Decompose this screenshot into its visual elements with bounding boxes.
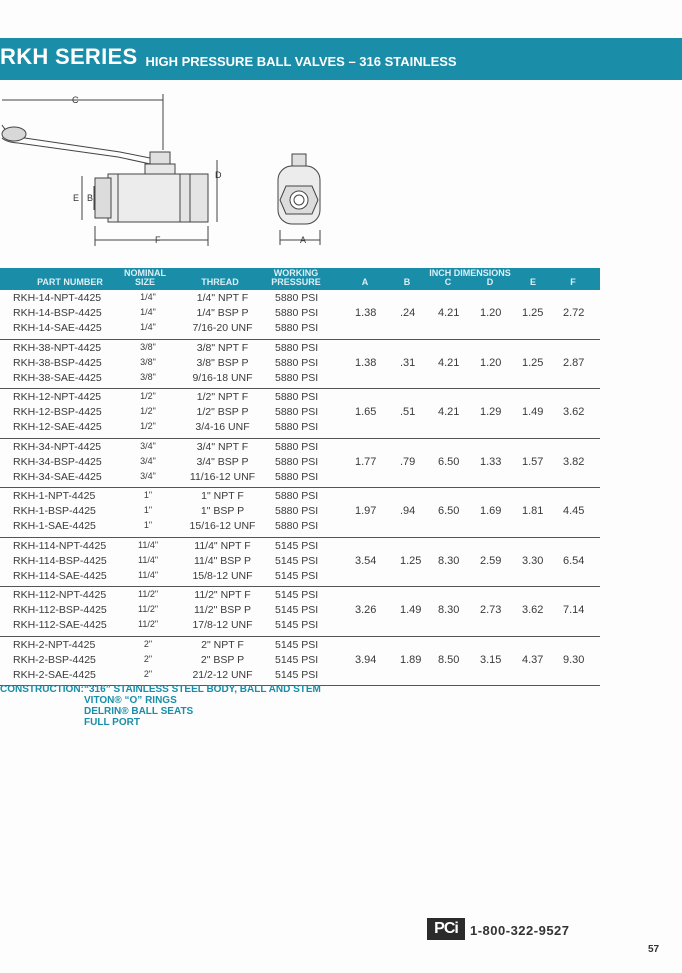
size-cell: 1/4" — [140, 292, 156, 302]
dim-d-cell: 1.69 — [480, 505, 502, 517]
part-number-cell: RKH-12-BSP-4425 — [13, 406, 102, 418]
size-cell: 3/4" — [140, 440, 156, 451]
pci-logo: PCi — [427, 918, 465, 940]
dim-e-cell: 3.62 — [522, 604, 544, 616]
table-row-group — [0, 637, 600, 687]
part-number-cell: RKH-12-SAE-4425 — [13, 421, 102, 433]
construction-item: VITON® “O” RINGS — [84, 695, 177, 706]
pressure-cell: 5145 PSI — [275, 653, 319, 666]
size-cell: 2" — [143, 668, 153, 679]
part-number-cell: RKH-34-BSP-4425 — [13, 455, 102, 468]
table-row — [0, 342, 600, 357]
part-number-cell: RKH-1-SAE-4425 — [13, 520, 96, 532]
part-number-cell: RKH-114-SAE-4425 — [13, 569, 107, 582]
part-number-cell: RKH-2-BSP-4425 — [13, 653, 96, 666]
table-row — [0, 441, 600, 456]
dim-b-cell: .31 — [400, 356, 416, 369]
dim-label-d: D — [215, 170, 222, 180]
construction-item: “316” STAINLESS STEEL BODY, BALL AND STEM — [84, 684, 321, 695]
header-e: E — [529, 277, 536, 287]
dim-d-cell: 3.15 — [480, 653, 502, 666]
dim-f-cell: 3.62 — [563, 406, 585, 418]
size-cell: 2" — [143, 638, 153, 649]
part-number-cell: RKH-112-NPT-4425 — [13, 589, 107, 601]
pressure-cell: 5880 PSI — [275, 322, 319, 334]
size-cell: 11/2" — [138, 589, 159, 599]
pressure-cell: 5880 PSI — [275, 341, 319, 354]
pressure-cell: 5880 PSI — [275, 356, 319, 369]
thread-cell: 9/16-18 UNF — [192, 371, 253, 384]
size-cell: 3/8" — [140, 341, 156, 352]
dim-b-cell: .79 — [400, 455, 416, 468]
thread-cell: 3/4" NPT F — [196, 440, 249, 453]
table-row-group — [0, 389, 600, 439]
size-cell: 1/2" — [140, 406, 156, 416]
dim-b-cell: 1.49 — [400, 604, 422, 616]
dim-f-cell: 4.45 — [563, 505, 585, 517]
dim-c-cell: 4.21 — [438, 406, 460, 418]
thread-cell: 1" BSP P — [200, 505, 245, 517]
thread-cell: 15/8-12 UNF — [192, 569, 253, 582]
thread-cell: 2" BSP P — [200, 653, 245, 666]
dim-a-cell: 1.97 — [355, 505, 377, 517]
dim-c-cell: 4.21 — [438, 356, 460, 369]
part-number-cell: RKH-12-NPT-4425 — [13, 391, 102, 403]
part-number-cell: RKH-14-NPT-4425 — [13, 292, 102, 304]
thread-cell: 11/4" BSP P — [193, 554, 252, 567]
dim-d-cell: 2.59 — [480, 554, 502, 567]
header-thread: THREAD — [201, 277, 239, 287]
part-number-cell: RKH-112-BSP-4425 — [13, 604, 107, 616]
dim-b-cell: .51 — [400, 406, 416, 418]
table-row — [0, 292, 600, 307]
table-row-group — [0, 290, 600, 340]
pressure-cell: 5880 PSI — [275, 520, 319, 532]
header-pressure: PRESSURE — [271, 277, 321, 287]
pressure-cell: 5880 PSI — [275, 292, 319, 304]
table-row-group — [0, 538, 600, 588]
part-number-cell: RKH-34-NPT-4425 — [13, 440, 102, 453]
construction-item: FULL PORT — [84, 717, 140, 728]
header-c: C — [444, 277, 452, 287]
pressure-cell: 5880 PSI — [275, 470, 319, 483]
thread-cell: 2" NPT F — [201, 638, 244, 651]
construction-label: CONSTRUCTION: — [0, 684, 84, 695]
header-a: A — [361, 277, 369, 287]
table-row — [0, 619, 600, 634]
size-cell: 1/4" — [140, 307, 156, 317]
dim-e-cell: 1.49 — [522, 406, 544, 418]
table-row — [0, 604, 600, 619]
table-row — [0, 540, 600, 555]
part-number-cell: RKH-2-SAE-4425 — [13, 668, 96, 681]
page-number: 57 — [648, 944, 660, 955]
dim-c-cell: 8.50 — [438, 653, 460, 666]
pressure-cell: 5880 PSI — [275, 371, 319, 384]
size-cell: 3/8" — [140, 356, 156, 367]
thread-cell: 3/4-16 UNF — [195, 421, 250, 433]
dim-label-a: A — [300, 235, 307, 245]
thread-cell: 15/16-12 UNF — [189, 520, 256, 532]
size-cell: 11/4" — [138, 554, 159, 565]
pressure-cell: 5880 PSI — [275, 505, 319, 517]
pressure-cell: 5880 PSI — [275, 391, 319, 403]
thread-cell: 1/4" BSP P — [196, 307, 249, 319]
table-row — [0, 639, 600, 654]
thread-cell: 1/2" BSP P — [196, 406, 249, 418]
thread-cell: 11/16-12 UNF — [189, 470, 256, 483]
pressure-cell: 5145 PSI — [275, 539, 319, 552]
table-row — [0, 589, 600, 604]
table-row — [0, 505, 600, 520]
table-row — [0, 471, 600, 486]
dim-e-cell: 1.57 — [522, 455, 544, 468]
dim-f-cell: 2.72 — [563, 307, 585, 319]
dim-label-b: B — [87, 193, 94, 203]
construction-item: DELRIN® BALL SEATS — [84, 706, 194, 717]
thread-cell: 3/8" NPT F — [196, 341, 249, 354]
table-row — [0, 357, 600, 372]
pressure-cell: 5880 PSI — [275, 307, 319, 319]
thread-cell: 1" NPT F — [201, 490, 244, 502]
dim-b-cell: 1.25 — [400, 554, 422, 567]
dim-e-cell: 1.25 — [522, 307, 544, 319]
part-number-cell: RKH-1-BSP-4425 — [13, 505, 96, 517]
phone-number: 1-800-322-9527 — [470, 923, 570, 938]
size-cell: 11/2" — [138, 619, 159, 629]
table-row — [0, 570, 600, 585]
table-row — [0, 391, 600, 406]
pressure-cell: 5145 PSI — [275, 619, 319, 631]
header-b: B — [403, 277, 411, 287]
size-cell: 3/4" — [140, 470, 156, 481]
dim-a-cell: 1.65 — [355, 406, 377, 418]
series-subtitle: HIGH PRESSURE BALL VALVES – 316 STAINLESS — [145, 54, 457, 69]
part-number-cell: RKH-2-NPT-4425 — [13, 638, 96, 651]
size-cell: 2" — [143, 653, 153, 664]
size-cell: 11/4" — [138, 569, 159, 580]
header-f: F — [570, 277, 576, 287]
pressure-cell: 5880 PSI — [275, 490, 319, 502]
dim-b-cell: .24 — [400, 307, 416, 319]
dim-b-cell: .94 — [400, 505, 416, 517]
dim-e-cell: 3.30 — [522, 554, 544, 567]
header-inch-dimensions: INCH DIMENSIONS — [429, 268, 511, 278]
dim-f-cell: 9.30 — [563, 653, 585, 666]
pressure-cell: 5145 PSI — [275, 569, 319, 582]
size-cell: 1/4" — [140, 322, 156, 332]
thread-cell: 1/4" NPT F — [196, 292, 249, 304]
part-number-cell: RKH-38-SAE-4425 — [13, 371, 102, 384]
table-row — [0, 322, 600, 337]
table-row — [0, 456, 600, 471]
series-title: RKH SERIES — [0, 44, 138, 69]
table-row — [0, 406, 600, 421]
table-row — [0, 307, 600, 322]
size-cell: 3/4" — [140, 455, 156, 466]
dim-label-c: C — [72, 95, 79, 105]
pressure-cell: 5145 PSI — [275, 638, 319, 651]
size-cell: 1" — [143, 505, 153, 515]
part-number-cell: RKH-34-SAE-4425 — [13, 470, 102, 483]
dim-f-cell: 3.82 — [563, 455, 585, 468]
part-number-cell: RKH-112-SAE-4425 — [13, 619, 107, 631]
size-cell: 3/8" — [140, 371, 156, 382]
dim-a-cell: 3.54 — [355, 554, 377, 567]
part-number-cell: RKH-38-NPT-4425 — [13, 341, 102, 354]
pressure-cell: 5880 PSI — [275, 440, 319, 453]
size-cell: 11/4" — [138, 539, 159, 550]
part-number-cell: RKH-1-NPT-4425 — [13, 490, 96, 502]
part-number-cell: RKH-14-SAE-4425 — [13, 322, 102, 334]
dim-a-cell: 1.38 — [355, 356, 377, 369]
dim-f-cell: 6.54 — [563, 554, 585, 567]
thread-cell: 3/4" BSP P — [196, 455, 249, 468]
dim-f-cell: 2.87 — [563, 356, 585, 369]
thread-cell: 11/2" BSP P — [193, 604, 252, 616]
header-part-number: PART NUMBER — [37, 277, 103, 287]
table-row-group — [0, 340, 600, 390]
thread-cell: 1/2" NPT F — [196, 391, 249, 403]
dim-e-cell: 1.81 — [522, 505, 544, 517]
header-size: SIZE — [134, 277, 155, 287]
dim-d-cell: 1.20 — [480, 307, 502, 319]
table-body — [0, 290, 600, 686]
size-cell: 1" — [143, 520, 153, 530]
table-row — [0, 490, 600, 505]
thread-cell: 17/8-12 UNF — [192, 619, 253, 631]
dim-a-cell: 1.38 — [355, 307, 377, 319]
header-d: D — [486, 277, 494, 287]
part-number-cell: RKH-38-BSP-4425 — [13, 356, 102, 369]
header-nominal: NOMINAL — [124, 268, 166, 278]
thread-cell: 3/8" BSP P — [196, 356, 249, 369]
dim-label-e: E — [73, 193, 80, 203]
dim-a-cell: 3.26 — [355, 604, 377, 616]
table-row — [0, 421, 600, 436]
table-header — [0, 268, 600, 290]
part-number-cell: RKH-114-BSP-4425 — [13, 554, 107, 567]
dim-c-cell: 8.30 — [438, 554, 460, 567]
pressure-cell: 5880 PSI — [275, 421, 319, 433]
dim-b-cell: 1.89 — [400, 653, 422, 666]
dim-f-cell: 7.14 — [563, 604, 585, 616]
thread-cell: 7/16-20 UNF — [192, 322, 253, 334]
series-banner — [0, 38, 682, 80]
dim-d-cell: 2.73 — [480, 604, 502, 616]
thread-cell: 21/2-12 UNF — [192, 668, 253, 681]
table-row — [0, 372, 600, 387]
dim-label-f: F — [155, 235, 161, 245]
dim-c-cell: 6.50 — [438, 505, 460, 517]
pressure-cell: 5880 PSI — [275, 455, 319, 468]
pressure-cell: 5880 PSI — [275, 406, 319, 418]
dim-c-cell: 8.30 — [438, 604, 460, 616]
pressure-cell: 5145 PSI — [275, 604, 319, 616]
dim-c-cell: 6.50 — [438, 455, 460, 468]
pressure-cell: 5145 PSI — [275, 554, 319, 567]
size-cell: 1/2" — [140, 421, 156, 431]
part-number-cell: RKH-14-BSP-4425 — [13, 307, 102, 319]
dim-c-cell: 4.21 — [438, 307, 460, 319]
table-row — [0, 669, 600, 684]
table-row-group — [0, 439, 600, 489]
thread-cell: 11/2" NPT F — [194, 589, 251, 601]
thread-cell: 11/4" NPT F — [194, 539, 251, 552]
pressure-cell: 5145 PSI — [275, 589, 319, 601]
table-row — [0, 654, 600, 669]
dim-d-cell: 1.33 — [480, 455, 502, 468]
dim-e-cell: 1.25 — [522, 356, 544, 369]
dim-e-cell: 4.37 — [522, 653, 544, 666]
size-cell: 11/2" — [138, 604, 159, 614]
dim-d-cell: 1.20 — [480, 356, 502, 369]
dim-d-cell: 1.29 — [480, 406, 502, 418]
size-cell: 1" — [143, 490, 153, 500]
dim-a-cell: 1.77 — [355, 455, 377, 468]
header-working: WORKING — [273, 268, 319, 278]
size-cell: 1/2" — [140, 391, 156, 401]
table-row — [0, 555, 600, 570]
dim-a-cell: 3.94 — [355, 653, 377, 666]
table-row-group — [0, 587, 600, 637]
table-row-group — [0, 488, 600, 538]
table-row — [0, 520, 600, 535]
pressure-cell: 5145 PSI — [275, 668, 319, 681]
valve-diagram — [0, 90, 360, 260]
part-number-cell: RKH-114-NPT-4425 — [13, 539, 107, 552]
